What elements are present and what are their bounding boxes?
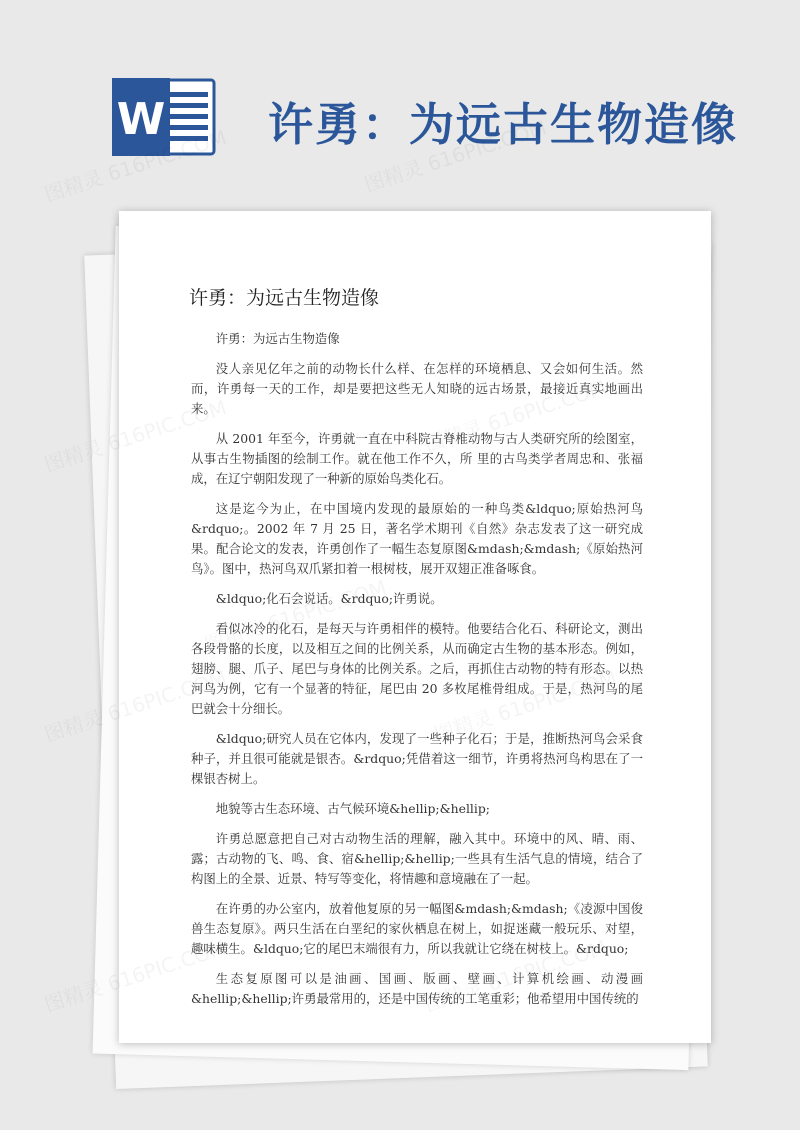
paragraph: 这是迄今为止，在中国境内发现的最原始的一种鸟类&ldquo;原始热河鸟&rdquo;。2002 年 7 月 25 日，著名学术期刊《自然》杂志发表了这一研究成果。配合论文的发表，许勇创作了一幅生态复原图&mdash;&mdash;《原始热河鸟》。图中，热河鸟双爪紧扣着一根树枝，展开双翅正准备啄食。	[191, 501, 643, 576]
paragraph: 地貌等古生态环境、古气候环境&hellip;&hellip;	[215, 801, 490, 816]
word-document-icon	[112, 78, 216, 156]
paragraph: 许勇：为远古生物造像	[215, 331, 340, 346]
paragraph: &ldquo;研究人员在它体内，发现了一些种子化石；于是，推断热河鸟会采食种子，并且很可能就是银杏。&rdquo;凭借着这一细节，许勇将热河鸟构思在了一棵银杏树上。	[191, 731, 643, 786]
paragraph: 没人亲见亿年之前的动物长什么样、在怎样的环境栖息、又会如何生活。然而，许勇每一天的工作，却是要把这些无人知晓的远古场景，最接近真实地画出来。	[191, 361, 643, 416]
paragraph: &ldquo;化石会说话。&rdquo;许勇说。	[215, 591, 443, 606]
banner-title: 许勇：为远古生物造像	[268, 98, 739, 151]
paragraph: 在许勇的办公室内，放着他复原的另一幅图&mdash;&mdash;《凌源中国俊兽生态复原》。两只生活在白垩纪的家伙栖息在树上，如捉迷藏一般玩乐、对望，趣味横生。&ldquo;它的尾巴末端很有力，所以我就让它绕在树枝上。&rdquo;	[191, 901, 643, 956]
document-body	[191, 329, 643, 1019]
document-title: 许勇：为远古生物造像	[189, 287, 380, 309]
paragraph: 生态复原图可以是油画、国画、版画、壁画、计算机绘画、动漫画&hellip;&hellip;许勇最常用的，还是中国传统的工笔重彩；他希望用中国传统的	[191, 971, 643, 1006]
paragraph: 许勇总愿意把自己对古动物生活的理解，融入其中。环境中的风、晴、雨、露；古动物的飞、鸣、食、宿&hellip;&hellip;一些具有生活气息的情境，结合了构图上的全景、近景、特写等变化，将情趣和意境融在了一起。	[191, 831, 643, 886]
banner	[0, 0, 800, 200]
word-icon-letter: W	[116, 94, 166, 145]
document-page	[119, 211, 711, 1043]
paragraph: 看似冰冷的化石，是每天与许勇相伴的模特。他要结合化石、科研论文，测出各段骨骼的长度，以及相互之间的比例关系，从而确定古生物的基本形态。例如，翅膀、腿、爪子、尾巴与身体的比例关系。之后，再抓住古动物的特有形态。以热河鸟为例，它有一个显著的特征，尾巴由 20 多枚尾椎骨组成。于是，热河鸟的尾巴就会十分细长。	[191, 621, 643, 716]
paragraph: 从 2001 年至今，许勇就一直在中科院古脊椎动物与古人类研究所的绘图室，从事古生物插图的绘制工作。就在他工作不久，所 里的古鸟类学者周忠和、张福成，在辽宁朝阳发现了一种新的原始鸟类化石。	[191, 431, 643, 486]
